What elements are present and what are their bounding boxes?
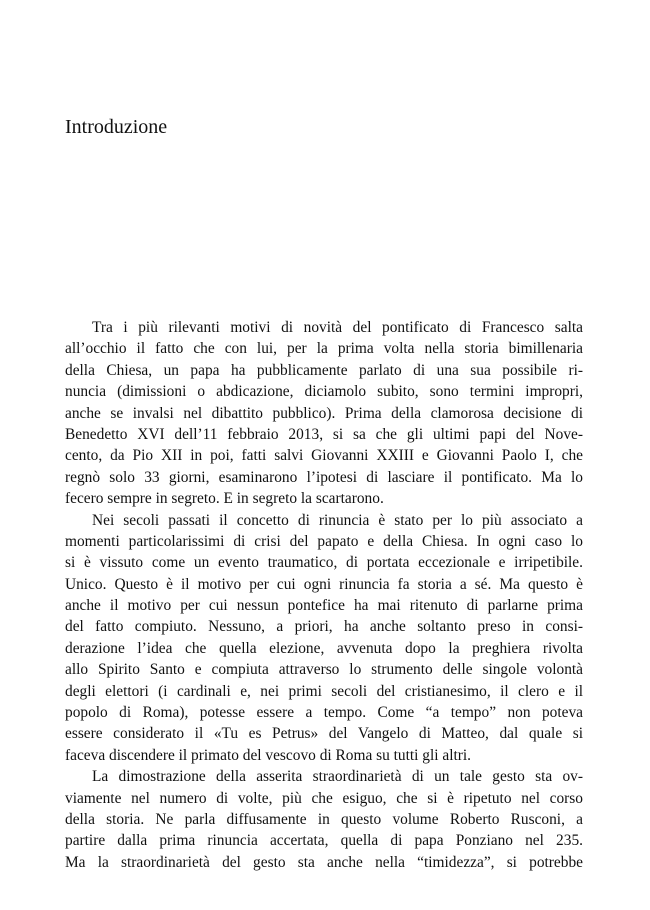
text-line: del fatto compiuto. Nessuno, a priori, ha anche soltanto preso in consi- [65, 618, 583, 636]
text-line: cento, da Pio XII in poi, fatti salvi Giovanni XXIII e Giovanni Paolo I, che [65, 447, 583, 465]
text-line: della storia. Ne parla diffusamente in questo volume Roberto Rusconi, a [65, 810, 583, 828]
text-line: Tra i più rilevanti motivi di novità del pontificato di Francesco salta [92, 319, 583, 336]
text-line: regnò solo 33 giorni, esaminarono l’ipotesi di lasciare il pontificato. Ma lo [65, 468, 583, 486]
text-line: allo Spirito Santo e compiuta attraverso lo strumento delle singole volontà [65, 661, 583, 679]
text-line: Ma la straordinarietà del gesto sta anche nella “timidezza”, si potrebbe [65, 853, 583, 871]
text-line: degli elettori (i cardinali e, nei primi secoli del cristianesimo, il clero e il [65, 682, 583, 700]
text-line: anche il motivo per cui nessun pontefice ha mai ritenuto di parlarne prima [65, 597, 583, 615]
text-line: nuncia (dimissioni o abdicazione, diciamolo subito, sono termini impropri, [65, 383, 583, 401]
text-line: Nei secoli passati il concetto di rinuncia è stato per lo più associato a [92, 511, 583, 529]
text-line: fecero sempre in segreto. E in segreto la scartarono. [65, 490, 384, 508]
text-line: derazione l’idea che quella elezione, avvenuta dopo la preghiera rivolta [65, 639, 583, 657]
text-line: momenti particolarissimi di crisi del papato e della Chiesa. In ogni caso lo [65, 532, 583, 550]
text-line: faceva discendere il primato del vescovo di Roma su tutti gli altri. [65, 746, 472, 764]
text-line: La dimostrazione della asserita straordinarietà di un tale gesto sta ov- [92, 768, 583, 786]
text-line: della Chiesa, un papa ha pubblicamente parlato di una sua possibile ri- [65, 361, 583, 379]
text-line: essere considerato il «Tu es Petrus» del Vangelo di Matteo, dal quale si [65, 725, 583, 743]
text-line: si è vissuto come un evento traumatico, di portata eccezionale e irripetibile. [65, 554, 583, 572]
text-line: Unico. Questo è il motivo per cui ogni rinuncia fa storia a sé. Ma questo è [65, 575, 583, 593]
text-line: viamente nel numero di volte, più che esiguo, che si è ripetuto nel corso [65, 789, 583, 807]
text-line: popolo di Roma), potesse essere a tempo. Come “a tempo” non poteva [65, 704, 583, 722]
text-line: anche se invalsi nel dibattito pubblico). Prima della clamorosa decisione di [65, 404, 583, 422]
body-text [65, 317, 583, 873]
text-line: Benedetto XVI dell’11 febbraio 2013, si sa che gli ultimi papi del Nove- [65, 425, 583, 443]
text-line: all’occhio il fatto che con lui, per la prima volta nella storia bimillenaria [65, 340, 583, 358]
text-line: partire dalla prima rinuncia accertata, quella di papa Ponziano nel 235. [65, 832, 583, 850]
chapter-title: Introduzione [65, 116, 168, 138]
